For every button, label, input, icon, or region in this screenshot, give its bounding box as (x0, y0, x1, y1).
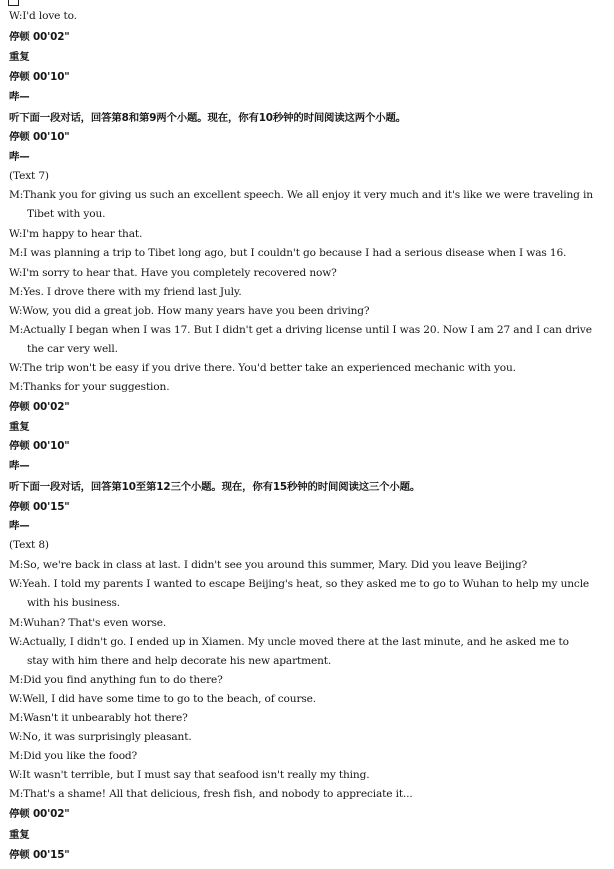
dialogue-continuation: Tibet with you. (27, 208, 106, 220)
pause-marker: 停顿 00'10" (9, 131, 70, 143)
dialogue-line: W:Actually, I didn't go. I ended up in Xiamen. My uncle moved there at the last minute, and he asked me to (9, 636, 569, 648)
dialogue-line: M:Yes. I drove there with my friend last July. (9, 286, 242, 298)
dialogue-line: W:The trip won't be easy if you drive there. You'd better take an experienced mechanic with you. (9, 362, 516, 374)
dialogue-line: W:Yeah. I told my parents I wanted to escape Beijing's heat, so they asked me to go to Wuhan to help my uncle (9, 578, 590, 590)
dialogue-line: W:No, it was surprisingly pleasant. (9, 731, 192, 743)
repeat-marker: 重复 (9, 51, 30, 63)
text-heading: (Text 8) (9, 539, 49, 551)
beep-marker: 哔— (9, 151, 30, 163)
dialogue-continuation: stay with him there and help decorate his new apartment. (27, 655, 332, 667)
dialogue-line: M:That's a shame! All that delicious, fresh fish, and nobody to appreciate it... (9, 788, 413, 800)
dialogue-line: M:Thank you for giving us such an excellent speech. We all enjoy it very much and it's like we were traveling in (9, 189, 593, 201)
dialogue-line: M:Wasn't it unbearably hot there? (9, 712, 188, 724)
dialogue-line: M:Wuhan? That's even worse. (9, 617, 167, 629)
pause-marker: 停顿 00'02" (9, 31, 70, 43)
beep-marker: 哔— (9, 460, 30, 472)
dialogue-line: M:Did you find anything fun to do there? (9, 674, 223, 686)
pause-marker: 停顿 00'15" (9, 501, 70, 513)
dialogue-line: W:It wasn't terrible, but I must say that seafood isn't really my thing. (9, 769, 370, 781)
dialogue-line: W:Well, I did have some time to go to the beach, of course. (9, 693, 316, 705)
dialogue-line: M:So, we're back in class at last. I didn't see you around this summer, Mary. Did you leave Beijing? (9, 559, 528, 571)
dialogue-line: W:I'm sorry to hear that. Have you completely recovered now? (9, 267, 337, 279)
pause-marker: 停顿 00'02" (9, 401, 70, 413)
dialogue-line: M:Thanks for your suggestion. (9, 381, 170, 393)
pause-marker: 停顿 00'02" (9, 808, 70, 820)
dialogue-continuation: the car very well. (27, 343, 118, 355)
dialogue-line: W:I'd love to. (9, 10, 77, 22)
text-heading: (Text 7) (9, 170, 49, 182)
beep-marker: 哔— (9, 91, 30, 103)
beep-marker: 哔— (9, 520, 30, 532)
page-corner-mark (8, 0, 19, 6)
instruction-line: 听下面一段对话，回答第10至第12三个小题。现在，你有15秒钟的时间阅读这三个小题。 (9, 481, 421, 493)
dialogue-continuation: with his business. (27, 597, 120, 609)
dialogue-line: W:Wow, you did a great job. How many years have you been driving? (9, 305, 370, 317)
instruction-line: 听下面一段对话，回答第8和第9两个小题。现在，你有10秒钟的时间阅读这两个小题。 (9, 112, 406, 124)
repeat-marker: 重复 (9, 421, 30, 433)
repeat-marker: 重复 (9, 829, 30, 841)
dialogue-line: W:I'm happy to hear that. (9, 228, 143, 240)
pause-marker: 停顿 00'15" (9, 849, 70, 861)
dialogue-line: M:Did you like the food? (9, 750, 138, 762)
pause-marker: 停顿 00'10" (9, 71, 70, 83)
dialogue-line: M:Actually I began when I was 17. But I didn't get a driving license until I was 20. Now I am 27 and I can drive (9, 324, 592, 336)
dialogue-line: M:I was planning a trip to Tibet long ago, but I couldn't go because I had a serious disease when I was 16. (9, 247, 567, 259)
pause-marker: 停顿 00'10" (9, 440, 70, 452)
